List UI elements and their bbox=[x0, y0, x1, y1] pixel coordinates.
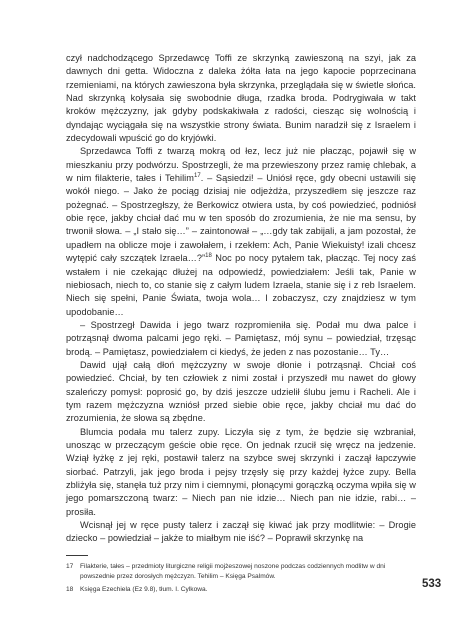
footnote-text: Filakterie, tałes – przedmioty liturgiczne religii mojżeszowej noszone podczas codziennych modlitw w dni powszednie przez dorosłych mężczyzn. Tehilim – Księga Psalmów. bbox=[80, 563, 386, 580]
footnotes bbox=[66, 562, 420, 598]
footnote-divider bbox=[66, 555, 88, 556]
paragraph-2-text-cont: . – Sąsiedzi! – Uniósł ręce, gdy obecni ustawili się wokół niego. – Jako że pociąg dzisiaj nie odjeżdża, przyszedłem się jeszcze raz pożegnać. – Spostrzegłszy, że Berkowicz otwiera usta, by coś powiedzieć, podniósł obie ręce, jakby chciał dać mu w ten sposób do zrozumienia, że nie ma sensu, by trwonił słowa. – „I stało się…” – zaintonował – „…gdy tak zabijali, a jam pozostał, że upadłem na oblicze moje i zawołałem, i rzekłem: Ach, Panie Wiekuisty! izali chcesz wytępić cały szczątek Izraela…?” bbox=[66, 173, 416, 264]
paragraph-6: Wcisnął jej w ręce pusty talerz i zaczął się kiwać jak przy modlitwie: – Drogie dziecko – powiedział – jakże to miałbym nie iść? – Poprawił skrzynkę na bbox=[66, 520, 416, 544]
footnote-17 bbox=[66, 562, 420, 582]
footnote-number: 17 bbox=[66, 563, 74, 570]
footnote-text: Księga Ezechiela (Ez 9.8), tłum. I. Cylkowa. bbox=[80, 586, 208, 593]
paragraph-2-text: Sprzedawca Toffi z twarzą mokrą od łez, lecz już nie płacząc, pojawił się w mieszkaniu przy podwórzu. Spostrzegli, że ma przewieszony przez ramię chlebak, a w nim filakterie, tałes i Tehilim bbox=[66, 146, 416, 184]
paragraph-2-text-cont2: Noc po nocy pytałem tak, płacząc. Tej nocy zaś wstałem i nie czekając dłużej na odpowiedź, powiedziałem: Jeśli tak, Panie w niebiosach, niech to, co stanie się z całym ludem Izraela, stanie się i z reb Israelem. Niech się spełni, Panie Świata, twoja wola… I zobaczysz, czy znajdziesz w tym upodobanie… bbox=[66, 253, 416, 317]
footnote-18 bbox=[66, 585, 420, 595]
paragraph-2 bbox=[66, 145, 416, 318]
paragraph-1: czył nadchodzącego Sprzedawcę Toffi ze skrzynką zawieszoną na szyi, jak za dawnych dni getta. Widoczna z daleka żółta łata na jego kapocie poprzecinana rzemieniami, na których zawieszona była skrzynka, przeglądała się w świetle słońca. Nad skrzynką kołysała się swobodnie długa, rzadka broda. Podrygiwała w takt kroków mężczyzny, jak gdyby podskakiwała z radości, ciesząc się wolnością i dyndając wyciągała się na wszystkie strony świata. Bunim naradził się z Israelem i zdecydowali wpuścić go do kryjówki. bbox=[66, 53, 416, 144]
footnote-ref-18: 18 bbox=[205, 253, 212, 260]
paragraph-5: Blumcia podała mu talerz zupy. Liczyła się z tym, że będzie się wzbraniał, unosząc w przeczącym geście obie ręce. On jednak rzucił się wręcz na jedzenie. Wziął łyżkę z jej ręki, postawił talerz na szybce swej skrzynki i zaczął łapczywie siorbać. Patrzyli, jak jego broda i pejsy trzęsły się przy każdej łyżce zupy. Bella zbliżyła się, stanęła tuż przy nim i ciemnymi, płonącymi gorączką oczyma wpiła się w jego pomarszczoną twarz: – Niech pan nie idzie… Niech pan nie idzie, rabi… – prosiła. bbox=[66, 426, 416, 517]
page-number: 533 bbox=[422, 578, 442, 590]
footnote-number: 18 bbox=[66, 586, 74, 593]
body-text bbox=[66, 52, 416, 546]
paragraph-4: Dawid ujął całą dłoń mężczyzny w swoje dłonie i potrząsnął. Chciał coś powiedzieć. Chciał, by ten człowiek z nimi został i przyszedł mu nawet do głowy szaleńczy pomysł: poprosić go, by dziś jeszcze udzielił ślubu jemu i Racheli. Ale i tym razem mężczyzna wzniósł przed siebie obie ręce, jakby chciał mu dać do zrozumienia, że słowa są zbędne. bbox=[66, 359, 416, 424]
paragraph-3: – Spostrzegł Dawida i jego twarz rozpromieniła się. Podał mu dwa palce i potrząsnął dwoma palcami jego ręki. – Pamiętasz, mój synu – powiedział, trzęsąc brodą. – Pamiętasz, powiedziałem ci kiedyś, że jeden z nas pozostanie… Ty… bbox=[66, 319, 416, 357]
footnote-ref-17: 17 bbox=[193, 173, 201, 180]
